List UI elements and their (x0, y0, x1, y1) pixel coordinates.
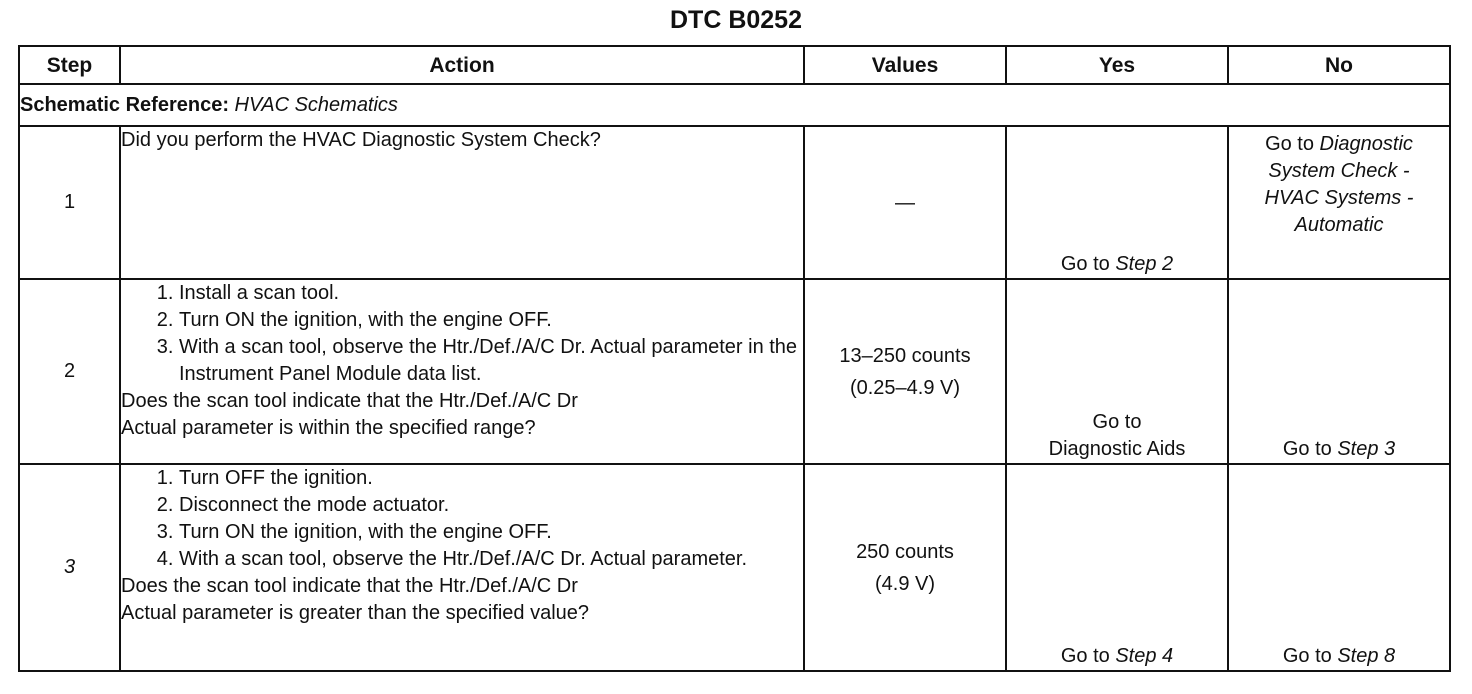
values-voltage: (4.9 V) (874, 572, 936, 595)
action-steps-list (121, 465, 803, 573)
action-step-item: 2. Disconnect the mode actuator. (179, 492, 803, 519)
schematic-reference-link[interactable]: HVAC Schematics (234, 93, 398, 116)
diagnostic-table (18, 45, 1451, 672)
action-step-item: 3. With a scan tool, observe the Htr./Def./A/C Dr. Actual parameter in the Instrument Panel Module data list. (179, 334, 803, 388)
schematic-reference-label: Schematic Reference: (20, 93, 229, 116)
no-diagnostic-link-line3[interactable]: HVAC Systems - (1264, 187, 1414, 209)
action-step-item: 2. Turn ON the ignition, with the engine OFF. (179, 307, 803, 334)
no-diagnostic-link-line1[interactable]: Diagnostic (1319, 133, 1413, 155)
action-question-line2: Actual parameter is within the specified range? (121, 417, 536, 439)
schematic-reference-row (19, 84, 1450, 126)
schematic-reference-cell (19, 84, 1450, 126)
action-step-item: 1. Install a scan tool. (179, 280, 803, 307)
action-step-item: 3. Turn ON the ignition, with the engine OFF. (179, 519, 803, 546)
action-question-line1: Does the scan tool indicate that the Htr./Def./A/C Dr (121, 575, 578, 597)
table-row (19, 279, 1450, 464)
values-cell (804, 279, 1006, 464)
step-number: 2 (19, 279, 120, 464)
action-cell (120, 279, 804, 464)
no-go-to: Go to (1282, 645, 1332, 667)
yes-go-to: Go to (1060, 253, 1110, 275)
action-question: Did you perform the HVAC Diagnostic System Check? (121, 129, 601, 151)
no-step-link[interactable]: Step 8 (1337, 645, 1396, 667)
action-cell (120, 464, 804, 671)
values-voltage: (0.25–4.9 V) (849, 376, 961, 399)
yes-cell (1006, 126, 1228, 279)
page-title: DTC B0252 (670, 6, 802, 34)
action-steps-list (121, 280, 803, 388)
action-question-line1: Does the scan tool indicate that the Htr./Def./A/C Dr (121, 390, 578, 412)
action-step-item: 1. Turn OFF the ignition. (179, 465, 803, 492)
yes-go-to: Go to (1092, 411, 1142, 433)
column-header-action: Action (120, 46, 804, 84)
step-number: 3 (19, 464, 120, 671)
no-go-to: Go to (1282, 438, 1332, 460)
no-cell (1228, 126, 1450, 279)
table-row (19, 464, 1450, 671)
column-header-step: Step (19, 46, 120, 84)
yes-go-to: Go to (1060, 645, 1110, 667)
values-counts: 250 counts (856, 540, 954, 563)
no-cell (1228, 464, 1450, 671)
yes-cell (1006, 464, 1228, 671)
no-step-link[interactable]: Step 3 (1337, 438, 1396, 460)
values-cell (804, 126, 1006, 279)
header-row (19, 46, 1450, 84)
yes-cell (1006, 279, 1228, 464)
action-step-item: 4. With a scan tool, observe the Htr./Def./A/C Dr. Actual parameter. (179, 546, 803, 573)
column-header-no: No (1228, 46, 1450, 84)
yes-diagnostic-aids-link[interactable]: Diagnostic Aids (1048, 438, 1186, 460)
table-row (19, 126, 1450, 279)
column-header-values: Values (804, 46, 1006, 84)
values-dash: — (895, 191, 915, 214)
values-cell (804, 464, 1006, 671)
no-cell (1228, 279, 1450, 464)
values-counts: 13–250 counts (839, 344, 971, 367)
yes-step-link[interactable]: Step 2 (1115, 253, 1174, 275)
action-cell (120, 126, 804, 279)
column-header-yes: Yes (1006, 46, 1228, 84)
yes-step-link[interactable]: Step 4 (1115, 645, 1174, 667)
action-question-line2: Actual parameter is greater than the specified value? (121, 602, 590, 624)
no-diagnostic-link-line4[interactable]: Automatic (1294, 214, 1384, 236)
step-number: 1 (19, 126, 120, 279)
no-diagnostic-link-line2[interactable]: System Check - (1268, 160, 1410, 182)
no-go-to: Go to (1265, 133, 1314, 155)
